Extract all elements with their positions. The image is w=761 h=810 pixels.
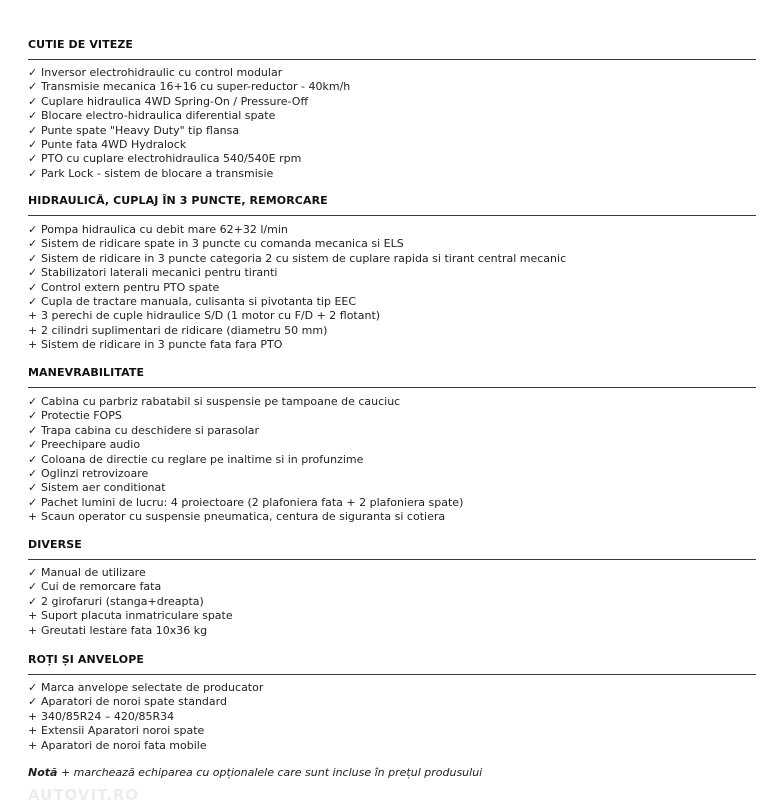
check-icon: ✓ [28, 266, 38, 280]
check-icon: ✓ [28, 594, 38, 608]
wheels-list [28, 681, 263, 753]
footnote-text: + marchează echiparea cu opționalele care sunt incluse în prețul produsului [57, 766, 483, 779]
check-icon: ✓ [28, 66, 38, 79]
section-title-maneuverability: MANEVRABILITATE [28, 366, 145, 379]
footnote-label: Notă [28, 766, 58, 779]
list-item: + Suport placuta inmatriculare spate [28, 609, 233, 623]
check-icon: ✓ [28, 223, 38, 236]
misc-list [28, 566, 233, 638]
list-item: ✓ Inversor electrohidraulic cu control modular [28, 66, 283, 79]
plus-icon: + [28, 623, 38, 637]
list-item: ✓ Transmisie mecanica 16+16 cu super-reductor - 40km/h [28, 80, 351, 94]
list-item: + Scaun operator cu suspensie pneumatica, centura de siguranta si cotiera [28, 510, 446, 524]
footnote [28, 766, 482, 779]
check-icon: ✓ [28, 152, 38, 166]
plus-icon: + [28, 323, 38, 337]
section-divider [28, 387, 756, 388]
plus-icon: + [28, 738, 38, 752]
list-item: ✓ Protectie FOPS [28, 409, 122, 423]
list-item: ✓ Preechipare audio [28, 438, 141, 452]
list-item: + 2 cilindri suplimentari de ridicare (diametru 50 mm) [28, 323, 328, 337]
check-icon: ✓ [28, 580, 38, 594]
list-item: ✓ Marca anvelope selectate de producator [28, 681, 264, 694]
section-divider [28, 59, 756, 60]
list-item: ✓ PTO cu cuplare electrohidraulica 540/540E rpm [28, 152, 302, 166]
maneuverability-list [28, 395, 463, 525]
list-item: ✓ Sistem de ridicare in 3 puncte categoria 2 cu sistem de cuplare rapida si tirant central mecanic [28, 251, 567, 265]
list-item: + Sistem de ridicare in 3 puncte fata fara PTO [28, 338, 283, 352]
section-title-wheels: ROȚI ȘI ANVELOPE [28, 653, 144, 666]
list-item: ✓ Cupla de tractare manuala, culisanta si pivotanta tip EEC [28, 295, 357, 309]
list-item: ✓ Stabilizatori laterali mecanici pentru tiranti [28, 266, 278, 280]
plus-icon: + [28, 309, 38, 323]
section-divider [28, 215, 756, 216]
check-icon: ✓ [28, 138, 38, 152]
list-item: ✓ Coloana de directie cu reglare pe inaltime si in profunzime [28, 452, 364, 466]
check-icon: ✓ [28, 237, 38, 251]
list-item: ✓ Punte spate "Heavy Duty" tip flansa [28, 123, 240, 137]
list-item: ✓ Manual de utilizare [28, 566, 146, 579]
list-item: ✓ Pachet lumini de lucru: 4 proiectoare (2 plafoniera fata + 2 plafoniera spate) [28, 495, 464, 509]
check-icon: ✓ [28, 423, 38, 437]
check-icon: ✓ [28, 695, 38, 709]
check-icon: ✓ [28, 94, 38, 108]
list-item: + 3 perechi de cuple hidraulice S/D (1 motor cu F/D + 2 flotant) [28, 309, 381, 323]
list-item: ✓ Park Lock - sistem de blocare a transmisie [28, 166, 274, 180]
list-item: ✓ Oglinzi retrovizoare [28, 467, 149, 481]
check-icon: ✓ [28, 495, 38, 509]
list-item: + Greutati lestare fata 10x36 kg [28, 623, 208, 637]
list-item: ✓ Trapa cabina cu deschidere si parasolar [28, 423, 260, 437]
check-icon: ✓ [28, 166, 38, 180]
check-icon: ✓ [28, 123, 38, 137]
list-item: ✓ Cui de remorcare fata [28, 580, 162, 594]
plus-icon: + [28, 510, 38, 524]
check-icon: ✓ [28, 409, 38, 423]
plus-icon: + [28, 338, 38, 352]
list-item: ✓ Cabina cu parbriz rabatabil si suspensie pe tampoane de cauciuc [28, 395, 401, 408]
section-title-hydraulics: HIDRAULICĂ, CUPLAJ ÎN 3 PUNCTE, REMORCARE [28, 194, 328, 207]
list-item: ✓ Sistem de ridicare spate in 3 puncte cu comanda mecanica si ELS [28, 237, 404, 251]
check-icon: ✓ [28, 467, 38, 481]
plus-icon: + [28, 709, 38, 723]
check-icon: ✓ [28, 438, 38, 452]
list-item: ✓ Control extern pentru PTO spate [28, 280, 220, 294]
check-icon: ✓ [28, 109, 38, 123]
check-icon: ✓ [28, 681, 38, 694]
check-icon: ✓ [28, 280, 38, 294]
check-icon: ✓ [28, 395, 38, 408]
section-title-transmission: CUTIE DE VITEZE [28, 38, 134, 51]
list-item: + 340/85R24 – 420/85R34 [28, 709, 175, 723]
check-icon: ✓ [28, 481, 38, 495]
check-icon: ✓ [28, 452, 38, 466]
check-icon: ✓ [28, 295, 38, 309]
section-title-misc: DIVERSE [28, 538, 82, 551]
list-item: ✓ 2 girofaruri (stanga+dreapta) [28, 594, 204, 608]
hydraulics-list [28, 223, 566, 353]
list-item: ✓ Pompa hidraulica cu debit mare 62+32 l/min [28, 223, 288, 236]
list-item: ✓ Punte fata 4WD Hydralock [28, 138, 187, 152]
watermark-logo: AUTOVIT.RO [28, 786, 140, 804]
list-item: ✓ Sistem aer conditionat [28, 481, 166, 495]
plus-icon: + [28, 724, 38, 738]
list-item: ✓ Blocare electro-hidraulica diferential spate [28, 109, 276, 123]
plus-icon: + [28, 609, 38, 623]
check-icon: ✓ [28, 251, 38, 265]
list-item: + Aparatori de noroi fata mobile [28, 738, 207, 752]
check-icon: ✓ [28, 80, 38, 94]
section-divider [28, 674, 756, 675]
check-icon: ✓ [28, 566, 38, 579]
section-divider [28, 559, 756, 560]
transmission-list [28, 66, 350, 181]
list-item: ✓ Aparatori de noroi spate standard [28, 695, 227, 709]
list-item: + Extensii Aparatori noroi spate [28, 724, 205, 738]
list-item: ✓ Cuplare hidraulica 4WD Spring-On / Pressure-Off [28, 94, 309, 108]
